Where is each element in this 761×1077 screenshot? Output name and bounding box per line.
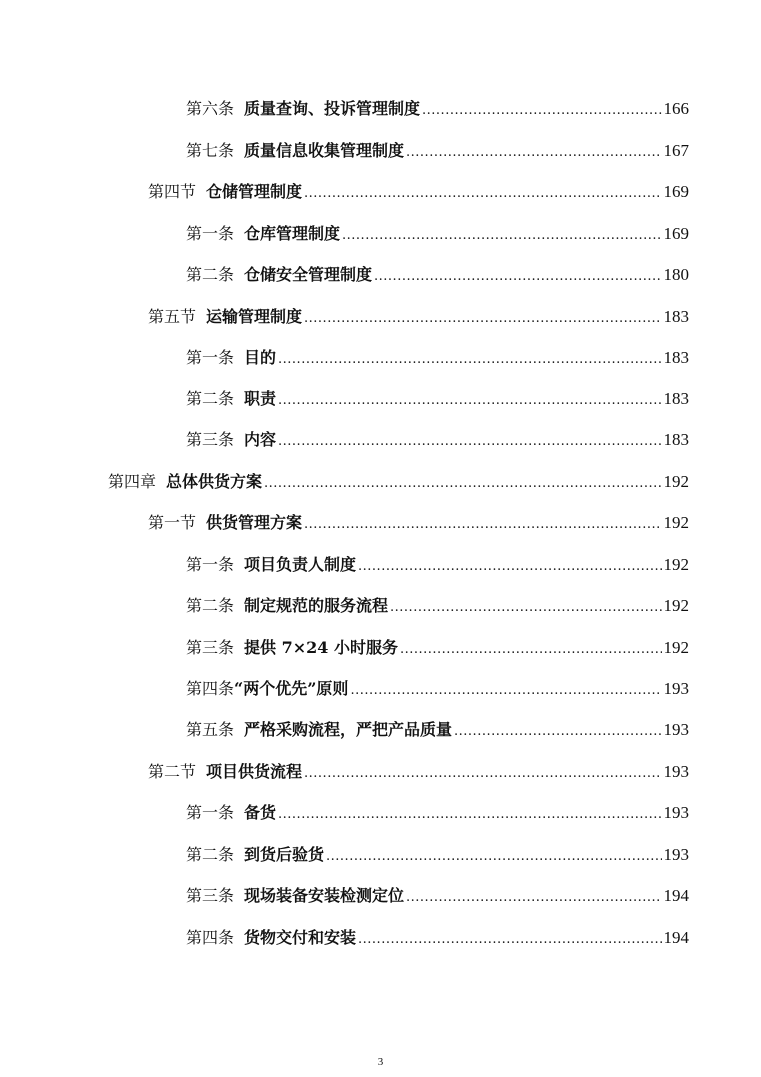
toc-entry-title: 质量查询、投诉管理制度 [244, 99, 421, 118]
page-number: 3 [377, 1056, 384, 1068]
toc-entry[interactable] [186, 553, 689, 577]
toc-entry-label: 第四条 [186, 928, 235, 947]
toc-dot-leader [264, 472, 661, 496]
toc-entry-title: 到货后验货 [244, 845, 325, 864]
toc-entry[interactable] [186, 677, 689, 701]
toc-dot-leader [278, 348, 661, 372]
toc-entry[interactable] [186, 263, 689, 287]
toc-entry-label: 第二条 [186, 845, 235, 864]
toc-entry-page: 192 [663, 472, 689, 491]
toc-entry-title: 提供 7×24 小时服务 [244, 638, 398, 657]
toc-entry-title: “两个优先”原则 [234, 679, 349, 698]
toc-entry-label: 第一条 [186, 803, 235, 822]
toc-dot-leader [400, 638, 662, 662]
toc-entry-page: 193 [663, 762, 689, 781]
toc-entry[interactable] [186, 884, 689, 908]
toc-entry[interactable] [186, 926, 689, 950]
toc-entry[interactable] [186, 222, 689, 246]
toc-entry-title: 项目负责人制度 [244, 555, 357, 574]
toc-entry-label: 第二节 [148, 762, 197, 781]
toc-entry-title: 制定规范的服务流程 [244, 596, 389, 615]
toc-dot-leader [454, 720, 661, 744]
toc-entry[interactable] [148, 511, 689, 535]
toc-entry-label: 第三条 [186, 886, 235, 905]
toc-entry-title: 目的 [244, 348, 277, 367]
toc-entry-page: 192 [663, 555, 689, 574]
toc-entry-title: 备货 [244, 803, 277, 822]
toc-entry-page: 192 [663, 638, 689, 657]
toc-entry-label: 第一条 [186, 224, 235, 243]
toc-dot-leader [278, 389, 661, 413]
toc-dot-leader [304, 513, 661, 537]
toc-entry-title: 总体供货方案 [166, 472, 263, 491]
toc-entry-title: 仓储安全管理制度 [244, 265, 373, 284]
toc-entry-page: 183 [663, 307, 689, 326]
toc-entry-page: 193 [663, 803, 689, 822]
toc-entry[interactable] [186, 801, 689, 825]
toc-entry[interactable] [186, 346, 689, 370]
toc-entry-page: 194 [663, 886, 689, 905]
toc-entry-title: 仓库管理制度 [244, 224, 341, 243]
toc-entry[interactable] [186, 718, 689, 742]
toc-entry-label: 第三条 [186, 430, 235, 449]
toc-entry-page: 193 [663, 679, 689, 698]
toc-entry-label: 第一条 [186, 348, 235, 367]
toc-entry[interactable] [186, 139, 689, 163]
toc-dot-leader [326, 845, 661, 869]
toc-entry-title: 运输管理制度 [206, 307, 303, 326]
toc-entry[interactable] [148, 180, 689, 204]
toc-entry[interactable] [186, 428, 689, 452]
toc-entry-label: 第五节 [148, 307, 197, 326]
toc-entry[interactable] [186, 843, 689, 867]
toc-dot-leader [358, 555, 661, 579]
toc-dot-leader [304, 182, 661, 206]
toc-entry[interactable] [108, 470, 689, 494]
toc-dot-leader [278, 803, 661, 827]
toc-entry-page: 169 [663, 224, 689, 243]
toc-entry-title: 职责 [244, 389, 277, 408]
toc-entry-page: 193 [663, 720, 689, 739]
toc-dot-leader [358, 928, 661, 952]
toc-entry-title: 仓储管理制度 [206, 182, 303, 201]
toc-dot-leader [406, 886, 661, 910]
toc-entry[interactable] [186, 97, 689, 121]
toc-entry-label: 第四节 [148, 182, 197, 201]
toc-entry[interactable] [148, 305, 689, 329]
toc-entry[interactable] [186, 636, 689, 660]
toc-entry-page: 193 [663, 845, 689, 864]
toc-entry[interactable] [186, 594, 689, 618]
toc-entry-label: 第二条 [186, 596, 235, 615]
toc-entry-label: 第二条 [186, 389, 235, 408]
toc-entry-page: 194 [663, 928, 689, 947]
toc-entry-title: 内容 [244, 430, 277, 449]
toc-entry-page: 169 [663, 182, 689, 201]
toc-dot-leader [406, 141, 661, 165]
toc-entry-label: 第四章 [108, 472, 157, 491]
toc-dot-leader [342, 224, 661, 248]
toc-entry-page: 166 [663, 99, 689, 118]
toc-dot-leader [390, 596, 661, 620]
toc-dot-leader [304, 307, 661, 331]
toc-entry-label: 第二条 [186, 265, 235, 284]
toc-entry-title: 严格采购流程，严把产品质量 [244, 720, 453, 739]
toc-entry-title: 质量信息收集管理制度 [244, 141, 405, 160]
toc-entry[interactable] [148, 760, 689, 784]
toc-entry-page: 183 [663, 389, 689, 408]
toc-dot-leader [278, 430, 661, 454]
toc-entry-page: 192 [663, 513, 689, 532]
toc-entry-label: 第六条 [186, 99, 235, 118]
toc-entry-label: 第一条 [186, 555, 235, 574]
toc-dot-leader [350, 679, 661, 703]
toc-entry-title: 供货管理方案 [206, 513, 303, 532]
toc-entry-label: 第四条 [186, 679, 235, 698]
toc-entry[interactable] [186, 387, 689, 411]
toc-entry-label: 第五条 [186, 720, 235, 739]
toc-dot-leader [374, 265, 661, 289]
toc-entry-title: 货物交付和安装 [244, 928, 357, 947]
toc-entry-page: 183 [663, 348, 689, 367]
toc-dot-leader [304, 762, 661, 786]
toc-entry-page: 183 [663, 430, 689, 449]
toc-entry-page: 167 [663, 141, 689, 160]
toc-entry-page: 180 [663, 265, 689, 284]
toc-dot-leader [422, 99, 661, 123]
toc-entry-label: 第七条 [186, 141, 235, 160]
toc-entry-title: 项目供货流程 [206, 762, 303, 781]
toc-entry-label: 第三条 [186, 638, 235, 657]
toc-entry-title: 现场装备安装检测定位 [244, 886, 405, 905]
toc-entry-label: 第一节 [148, 513, 197, 532]
toc-entry-page: 192 [663, 596, 689, 615]
